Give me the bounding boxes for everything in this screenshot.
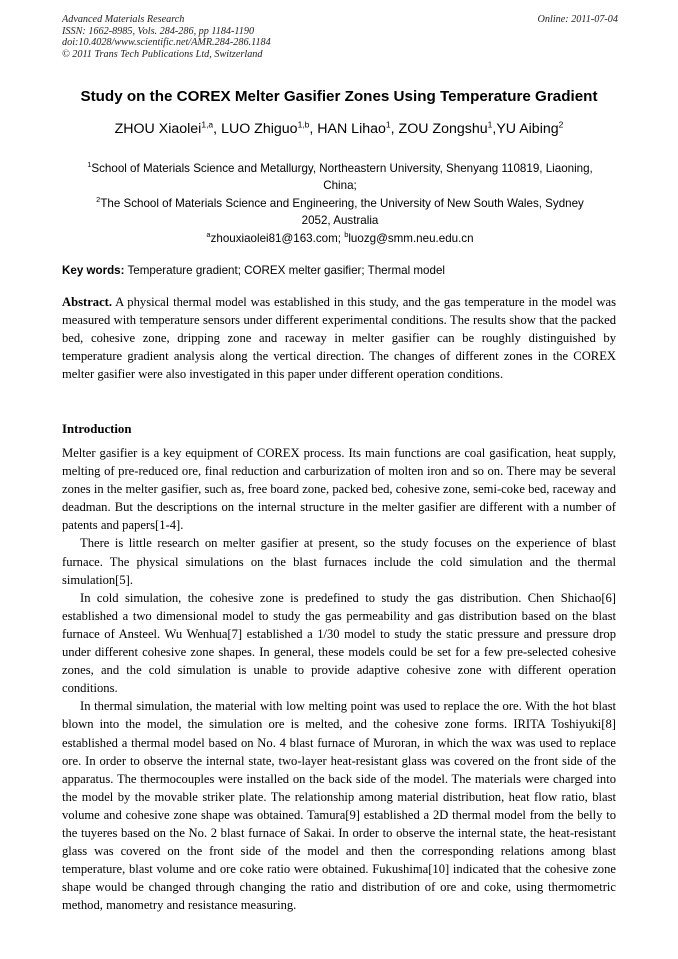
email-link[interactable]: zhouxiaolei81@163.com; <box>210 232 345 245</box>
author-sup: 1 <box>487 119 493 130</box>
paper-title: Study on the COREX Melter Gasifier Zones Using Temperature Gradient <box>80 88 598 105</box>
paragraph: There is little research on melter gasifier at present, so the study focuses on the experience of blast furnace. The physical simulations on the blast furnaces include the cold simulation and the thermal simulation[5]. <box>62 536 616 587</box>
abstract <box>62 293 616 383</box>
copyright-line: © 2011 Trans Tech Publications Ltd, Switzerland <box>62 48 263 60</box>
affiliation-1 <box>62 160 618 194</box>
affiliation-2 <box>62 195 618 229</box>
author-name: LUO Zhiguo <box>221 121 298 137</box>
affiliation-line: 2052, Australia <box>301 214 379 227</box>
author-sep: , <box>309 121 318 137</box>
doi-line: doi:10.4028/www.scientific.net/AMR.284-286.1184 <box>62 37 271 49</box>
author-sup: 1,b <box>297 119 310 130</box>
keywords-label: Key words: <box>62 264 125 277</box>
journal-header <box>62 14 618 60</box>
online-date: Online: 2011-07-04 <box>537 14 618 25</box>
affiliation-sup: 1 <box>87 160 92 170</box>
section-heading-introduction: Introduction <box>62 422 132 436</box>
keywords <box>62 264 618 277</box>
author-name: HAN Lihao <box>317 121 386 137</box>
author-sep: , <box>213 121 222 137</box>
affiliation-line: The School of Materials Science and Engineering, the University of New South Wales, Sydney <box>100 197 584 210</box>
author-name: YU Aibing <box>496 121 559 137</box>
author-sep: , <box>390 121 399 137</box>
email-link[interactable]: luozg@smm.neu.edu.cn <box>348 232 474 245</box>
affiliation-sup: 2 <box>96 195 101 205</box>
paragraph: In thermal simulation, the material with low melting point was used to replace the ore. With the hot blast blown into the model, the simulation ore is melted, and the cohesive zone forms. IRITA Toshiyuki[8] established a thermal model based on No. 4 blast furnace of Muroran, in which the wax was used to replace ore. In order to observe the internal state, two-layer heat-resistant glass was covered on the front side of the apparatus. The thermocouples were installed on the back side of the model. The materials were charged into the model by the movable striker plate. The relationship among material distribution, heat flow ratio, blast volume and cohesive zone shape was obtained. Tamura[9] established a 2D thermal model from the belly to the tuyeres based on the No. 2 blast furnace of Sakai. In order to observe the internal state, the heat-resistant glass was covered on the front side of the model and then the corresponding relations among blast temperature, blast volume and ore coke ratio were obtained. Fukushima[10] indicated that the cohesive zone shape would be changed through changing the ratio and distribution of ore and coke, using thermometric method, manometry and resistance measuring. <box>62 699 616 913</box>
email-sup: b <box>344 230 349 240</box>
keywords-text: Temperature gradient; COREX melter gasifier; Thermal model <box>124 264 445 277</box>
introduction-body <box>62 444 616 914</box>
author-sup: 1,a <box>201 119 214 130</box>
author-sup: 1 <box>385 119 391 130</box>
email-sup: a <box>206 230 211 240</box>
affiliation-line: School of Materials Science and Metallurgy, Northeastern University, Shenyang 110819, Liaoning, <box>91 162 593 175</box>
issn-line: ISSN: 1662-8985, Vols. 284-286, pp 1184-1190 <box>62 25 255 37</box>
paragraph: Melter gasifier is a key equipment of COREX process. Its main functions are coal gasification, heat supply, melting of pre-reduced ore, final reduction and carburization of molten iron and so on. There may be several zones in the melter gasifier, such as, free board zone, packed bed, cohesive zone, semi-coke bed, raceway and deadman. But the descriptions on the internal structure in the melter gasifier are different with a number of patents and papers[1-4]. <box>62 446 616 533</box>
affiliation-line: China; <box>323 179 357 192</box>
author-name: ZHOU Xiaolei <box>114 121 202 137</box>
author-list <box>40 121 638 137</box>
author-sep: , <box>492 121 497 137</box>
abstract-label: Abstract. <box>62 295 113 309</box>
author-sup: 2 <box>558 119 564 130</box>
journal-name: Advanced Materials Research <box>62 14 185 25</box>
author-name: ZOU Zongshu <box>398 121 488 137</box>
author-emails <box>62 230 618 247</box>
paragraph: In cold simulation, the cohesive zone is predefined to study the gas distribution. Chen Shichao[6] established a two dimensional model to study the gas permeability and gas distribution based on the blast furnace of Ansteel. Wu Wenhua[7] established a 1/30 model to study the static pressure and pressure drop under different cohesive zone shapes. In general, these models could be set for a few pre-selected cohesive zones, and the cold simulation is unable to provide adaptive cohesive zone with different operation conditions. <box>62 590 616 696</box>
abstract-text: A physical thermal model was established in this study, and the gas temperature in the model was measured with temperature sensors under different experimental conditions. The results show that the packed bed, cohesive zone, dripping zone and raceway in melter gasifier can be roughly distinguished by temperature gradient analysis along the vertical direction. The changes of different zones in the COREX melter gasifier were also investigated in this paper under different operation conditions. <box>62 295 616 381</box>
